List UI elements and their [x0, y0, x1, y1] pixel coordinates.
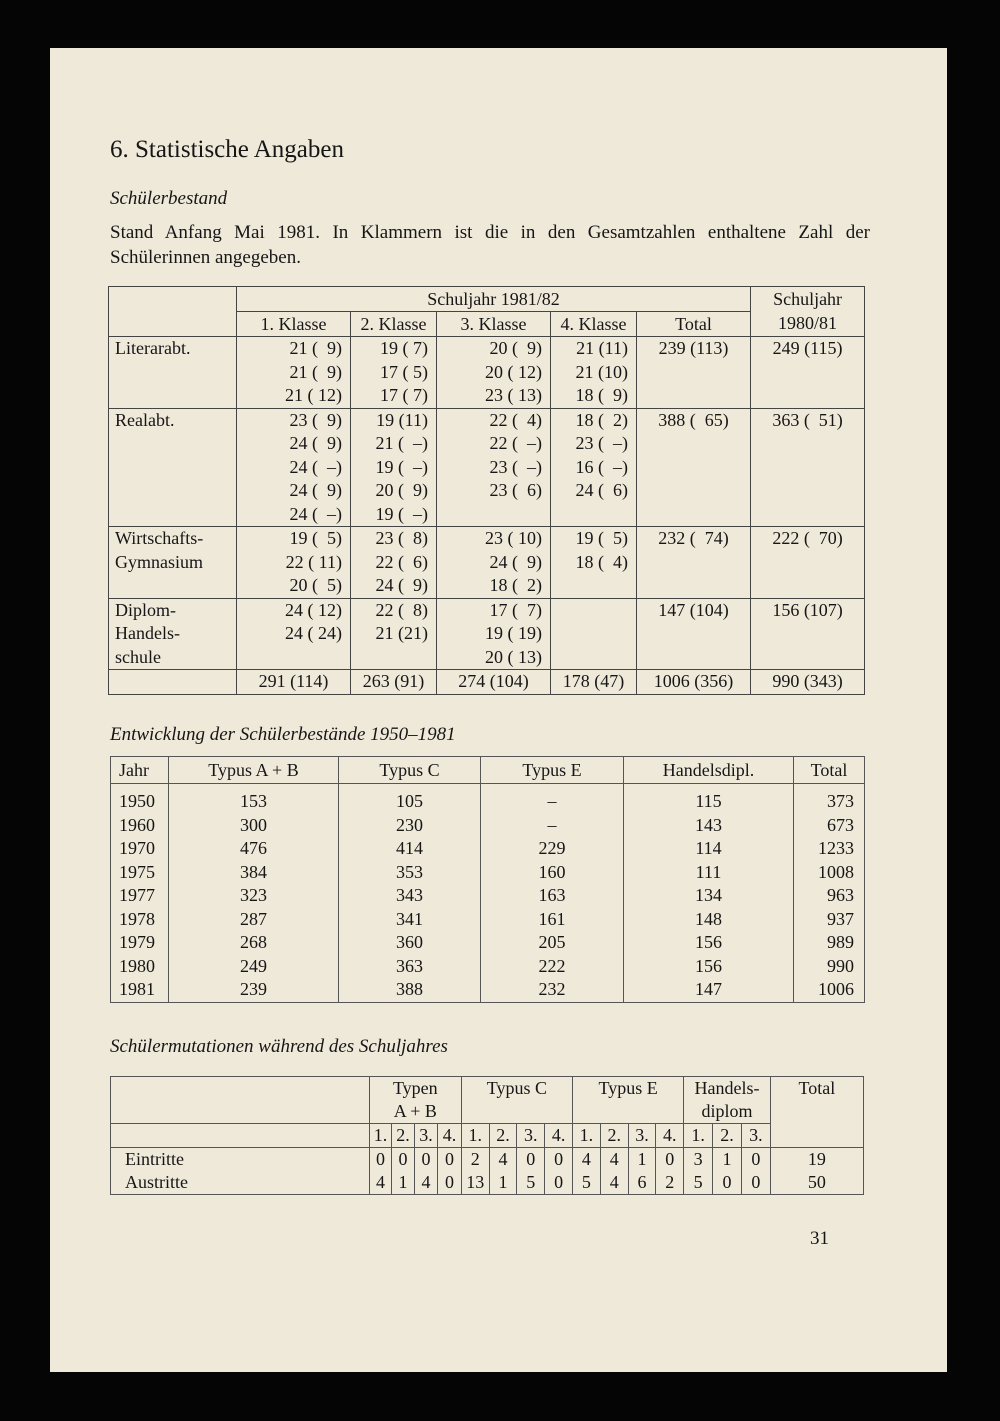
cell-jahr: 1977 — [111, 884, 169, 908]
col-header-klasse-3: 3. Klasse — [437, 312, 551, 337]
row-label: Realabt. — [109, 408, 237, 527]
cell-value: 0 — [517, 1148, 545, 1172]
col-header-klasse-4: 4. Klasse — [551, 312, 637, 337]
cell-klasse-3: 17 ( 7) 19 ( 19) 20 ( 13) — [437, 598, 551, 670]
cell-total: 373 — [794, 784, 865, 814]
cell-typus-e: 163 — [481, 884, 624, 908]
cell-handelsdipl: 156 — [624, 931, 794, 955]
row-label-austritte: Austritte — [111, 1171, 370, 1195]
class-label: 4. — [545, 1124, 573, 1148]
cell-typus-c: 353 — [339, 861, 481, 885]
col-header-total: Total — [637, 312, 751, 337]
mutationen-table — [110, 1076, 864, 1195]
cell-typus-c: 388 — [339, 978, 481, 1002]
cell-typus-ab: 384 — [169, 861, 339, 885]
class-label: 4. — [656, 1124, 684, 1148]
table-row — [109, 408, 865, 527]
cell-value: 4 — [573, 1148, 601, 1172]
cell-klasse-3: 22 ( 4) 22 ( –) 23 ( –) 23 ( 6) — [437, 408, 551, 527]
col-header-typus-ab: Typus A + B — [169, 757, 339, 784]
corner-cell — [109, 287, 237, 337]
cell-klasse-1: 21 ( 9) 21 ( 9) 21 ( 12) — [237, 337, 351, 409]
total-grand: 1006 (356) — [637, 670, 751, 695]
cell-typus-c: 105 — [339, 784, 481, 814]
row-label: Diplom- Handels- schule — [109, 598, 237, 670]
cell-handelsdipl: 156 — [624, 955, 794, 979]
group-header-typus-e: Typus E — [573, 1077, 684, 1124]
cell-typus-c: 414 — [339, 837, 481, 861]
cell-klasse-3: 20 ( 9) 20 ( 12) 23 ( 13) — [437, 337, 551, 409]
col-header-klasse-2: 2. Klasse — [351, 312, 437, 337]
class-label: 3. — [628, 1124, 656, 1148]
cell-handelsdipl: 147 — [624, 978, 794, 1002]
total-klasse-2: 263 (91) — [351, 670, 437, 695]
class-label: 2. — [392, 1124, 414, 1148]
cell-handelsdipl: 148 — [624, 908, 794, 932]
table-row — [111, 837, 865, 861]
class-label: 1. — [684, 1124, 713, 1148]
cell-jahr: 1981 — [111, 978, 169, 1002]
table-row — [111, 931, 865, 955]
cell-jahr: 1975 — [111, 861, 169, 885]
cell-jahr: 1978 — [111, 908, 169, 932]
cell-klasse-4: 18 ( 2) 23 ( –) 16 ( –) 24 ( 6) — [551, 408, 637, 527]
cell-handelsdipl: 143 — [624, 814, 794, 838]
cell-value: 0 — [713, 1171, 742, 1195]
cell-total: 50 — [770, 1171, 863, 1195]
cell-typus-c: 343 — [339, 884, 481, 908]
cell-klasse-4: 19 ( 5) 18 ( 4) — [551, 527, 637, 599]
cell-klasse-1: 24 ( 12) 24 ( 24) — [237, 598, 351, 670]
cell-jahr: 1980 — [111, 955, 169, 979]
schuelerbestand-table — [108, 286, 865, 695]
table-row — [109, 598, 865, 670]
total-klasse-1: 291 (114) — [237, 670, 351, 695]
cell-prev-year: 222 ( 70) — [751, 527, 865, 599]
cell-total: 239 (113) — [637, 337, 751, 409]
cell-handelsdipl: 134 — [624, 884, 794, 908]
total-prev-year: 990 (343) — [751, 670, 865, 695]
cell-value: 3 — [684, 1148, 713, 1172]
cell-klasse-3: 23 ( 10) 24 ( 9) 18 ( 2) — [437, 527, 551, 599]
class-label: 4. — [438, 1124, 462, 1148]
cell-handelsdipl: 111 — [624, 861, 794, 885]
cell-value: 1 — [392, 1171, 414, 1195]
cell-klasse-2: 19 (11) 21 ( –) 19 ( –) 20 ( 9) 19 ( –) — [351, 408, 437, 527]
cell-typus-e: 232 — [481, 978, 624, 1002]
cell-klasse-2: 19 ( 7) 17 ( 5) 17 ( 7) — [351, 337, 437, 409]
cell-klasse-4: 21 (11) 21 (10) 18 ( 9) — [551, 337, 637, 409]
cell-typus-c: 360 — [339, 931, 481, 955]
cell-value: 4 — [414, 1171, 438, 1195]
cell-klasse-1: 19 ( 5) 22 ( 11) 20 ( 5) — [237, 527, 351, 599]
cell-handelsdipl: 114 — [624, 837, 794, 861]
col-header-handelsdipl: Handelsdipl. — [624, 757, 794, 784]
cell-value: 4 — [600, 1148, 628, 1172]
totals-label-cell — [109, 670, 237, 695]
cell-klasse-2: 23 ( 8) 22 ( 6) 24 ( 9) — [351, 527, 437, 599]
cell-typus-ab: 287 — [169, 908, 339, 932]
group-header-typen-ab: Typen A + B — [369, 1077, 461, 1124]
col-header-typus-e: Typus E — [481, 757, 624, 784]
table-row — [111, 978, 865, 1002]
col-header-jahr: Jahr — [111, 757, 169, 784]
class-label: 2. — [489, 1124, 517, 1148]
cell-value: 4 — [369, 1171, 391, 1195]
cell-total: 990 — [794, 955, 865, 979]
cell-jahr: 1950 — [111, 784, 169, 814]
cell-typus-ab: 268 — [169, 931, 339, 955]
total-klasse-4: 178 (47) — [551, 670, 637, 695]
cell-value: 0 — [438, 1148, 462, 1172]
cell-total: 673 — [794, 814, 865, 838]
page-heading: 6. Statistische Angaben — [110, 136, 344, 163]
class-label: 3. — [741, 1124, 770, 1148]
totals-row — [109, 670, 865, 695]
table-row — [111, 955, 865, 979]
cell-typus-e: 160 — [481, 861, 624, 885]
cell-value: 5 — [573, 1171, 601, 1195]
cell-value: 1 — [713, 1148, 742, 1172]
class-label: 1. — [573, 1124, 601, 1148]
cell-value: 5 — [684, 1171, 713, 1195]
group-header-typus-c: Typus C — [461, 1077, 572, 1124]
cell-prev-year: 363 ( 51) — [751, 408, 865, 527]
intro-paragraph: Stand Anfang Mai 1981. In Klammern ist die in den Gesamtzahlen enthaltene Zahl der Schülerinnen angegeben. — [110, 222, 870, 268]
class-label: 2. — [713, 1124, 742, 1148]
table-row — [111, 861, 865, 885]
table-row — [111, 784, 865, 814]
cell-total: 19 — [770, 1148, 863, 1172]
cell-klasse-4 — [551, 598, 637, 670]
cell-value: 0 — [741, 1148, 770, 1172]
class-label: 3. — [517, 1124, 545, 1148]
cell-typus-e: 205 — [481, 931, 624, 955]
cell-typus-ab: 323 — [169, 884, 339, 908]
cell-value: 0 — [369, 1148, 391, 1172]
header-schuljahr-prev: Schuljahr 1980/81 — [751, 287, 865, 337]
cell-total: 1006 — [794, 978, 865, 1002]
cell-jahr: 1979 — [111, 931, 169, 955]
cell-typus-ab: 476 — [169, 837, 339, 861]
class-label-spacer — [111, 1124, 370, 1148]
cell-handelsdipl: 115 — [624, 784, 794, 814]
class-label: 3. — [414, 1124, 438, 1148]
cell-total: 388 ( 65) — [637, 408, 751, 527]
table-row — [111, 814, 865, 838]
table-row — [109, 337, 865, 409]
cell-prev-year: 249 (115) — [751, 337, 865, 409]
col-header-klasse-1: 1. Klasse — [237, 312, 351, 337]
table-row — [111, 908, 865, 932]
cell-typus-c: 341 — [339, 908, 481, 932]
cell-value: 0 — [656, 1148, 684, 1172]
cell-value: 1 — [489, 1171, 517, 1195]
col-header-total: Total — [794, 757, 865, 784]
cell-value: 6 — [628, 1171, 656, 1195]
table-row — [109, 527, 865, 599]
cell-value: 2 — [461, 1148, 489, 1172]
section-title-mutationen: Schülermutationen während des Schuljahres — [110, 1036, 448, 1057]
corner-cell — [111, 1077, 370, 1124]
class-label: 1. — [461, 1124, 489, 1148]
table-row — [111, 1171, 864, 1195]
table-row — [111, 884, 865, 908]
group-header-handelsdiplom: Handels- diplom — [684, 1077, 771, 1124]
cell-klasse-2: 22 ( 8) 21 (21) — [351, 598, 437, 670]
entwicklung-table — [110, 756, 865, 1003]
cell-value: 0 — [545, 1148, 573, 1172]
cell-typus-c: 230 — [339, 814, 481, 838]
class-label: 2. — [600, 1124, 628, 1148]
cell-typus-ab: 249 — [169, 955, 339, 979]
document-page — [50, 48, 947, 1372]
col-header-typus-c: Typus C — [339, 757, 481, 784]
class-label: 1. — [369, 1124, 391, 1148]
cell-typus-e: – — [481, 784, 624, 814]
row-label: Wirtschafts- Gymnasium — [109, 527, 237, 599]
cell-typus-e: 161 — [481, 908, 624, 932]
cell-klasse-1: 23 ( 9) 24 ( 9) 24 ( –) 24 ( 9) 24 ( –) — [237, 408, 351, 527]
cell-typus-ab: 239 — [169, 978, 339, 1002]
total-klasse-3: 274 (104) — [437, 670, 551, 695]
group-header-total: Total — [770, 1077, 863, 1148]
cell-total: 232 ( 74) — [637, 527, 751, 599]
cell-total: 963 — [794, 884, 865, 908]
cell-jahr: 1970 — [111, 837, 169, 861]
cell-value: 0 — [414, 1148, 438, 1172]
cell-total: 1233 — [794, 837, 865, 861]
cell-total: 1008 — [794, 861, 865, 885]
section-title-schuelerbestand: Schülerbestand — [110, 188, 228, 209]
row-label-eintritte: Eintritte — [111, 1148, 370, 1172]
cell-value: 4 — [600, 1171, 628, 1195]
cell-typus-ab: 300 — [169, 814, 339, 838]
cell-value: 5 — [517, 1171, 545, 1195]
cell-typus-e: 222 — [481, 955, 624, 979]
page-number: 31 — [810, 1228, 829, 1249]
row-label: Literarabt. — [109, 337, 237, 409]
cell-jahr: 1960 — [111, 814, 169, 838]
cell-total: 147 (104) — [637, 598, 751, 670]
cell-value: 0 — [545, 1171, 573, 1195]
cell-typus-c: 363 — [339, 955, 481, 979]
cell-value: 4 — [489, 1148, 517, 1172]
cell-typus-ab: 153 — [169, 784, 339, 814]
cell-value: 0 — [438, 1171, 462, 1195]
cell-value: 1 — [628, 1148, 656, 1172]
cell-prev-year: 156 (107) — [751, 598, 865, 670]
header-schuljahr-current: Schuljahr 1981/82 — [237, 287, 751, 312]
cell-typus-e: – — [481, 814, 624, 838]
section-title-entwicklung: Entwicklung der Schülerbestände 1950–1981 — [110, 724, 456, 745]
cell-total: 937 — [794, 908, 865, 932]
table-row — [111, 1148, 864, 1172]
cell-value: 2 — [656, 1171, 684, 1195]
cell-value: 13 — [461, 1171, 489, 1195]
cell-value: 0 — [392, 1148, 414, 1172]
cell-value: 0 — [741, 1171, 770, 1195]
cell-typus-e: 229 — [481, 837, 624, 861]
cell-total: 989 — [794, 931, 865, 955]
